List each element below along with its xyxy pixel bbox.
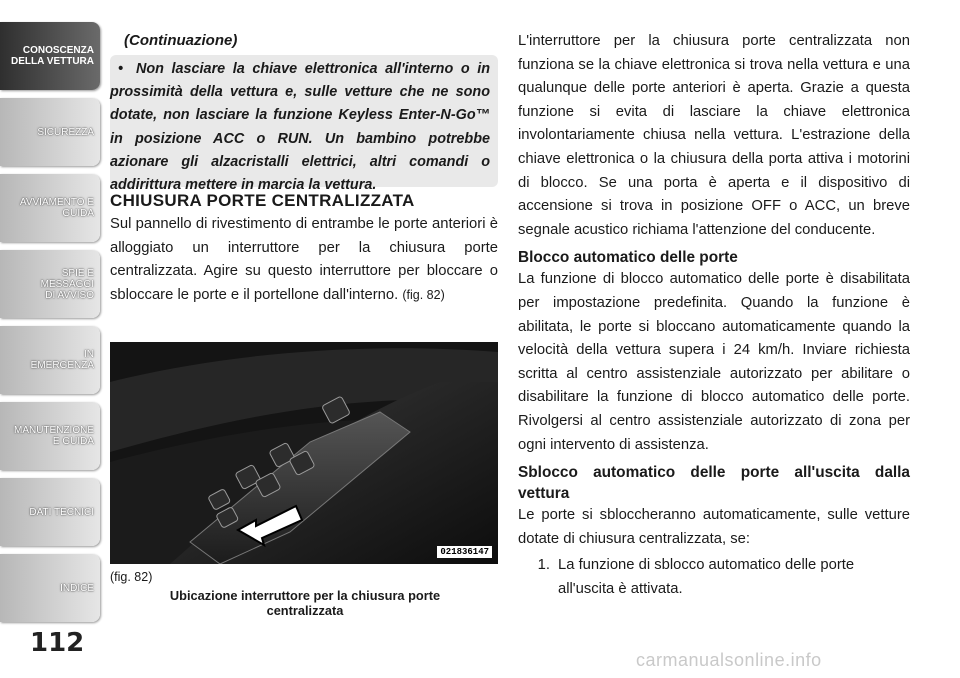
figure-code: 021836147 (437, 546, 492, 558)
figure-reference: (fig. 82) (402, 287, 445, 302)
tab-spie[interactable]: SPIE E MESSAGGI DI AVVISO (0, 250, 100, 318)
warning-text: • Non lasciare la chiave elettronica all'interno o in prossimità della vettura e, sulle vetture che ne sono dotate, non lasciare la funzione Keyless Enter-N-Go™ in posizione ACC o RUN. Un bambino potrebbe azionare gli alzacristalli elettrici, altri comandi o addirittura mettere in marcia la vettura. (110, 58, 490, 197)
list-item-text: La funzione di sblocco automatico delle porte all'uscita è attivata. (558, 557, 855, 597)
list-item-number: 1. (537, 557, 550, 574)
tab-avviamento[interactable]: AVVIAMENTO E GUIDA (0, 174, 100, 242)
tab-sicurezza[interactable]: SICUREZZA (0, 98, 100, 166)
paragraph-auto-lock: La funzione di blocco automatico delle porte è disabilitata per impostazione predefinita. Quando la funzione è abilitata, le porte si bloccano automaticamente quando la velocità della vettura supera i 24 km/h. Inviare richiesta scritta al centro assistenziale autorizzato per abilitare o disabilitare la funzione di blocco automatico delle porte. Rivolgersi al centro assistenziale autorizzato di zona per ogni intervento di assistenza. (518, 271, 910, 453)
tab-conoscenza[interactable]: CONOSCENZA DELLA VETTURA (0, 22, 100, 90)
continuation-label: (Continuazione) (124, 32, 238, 49)
paragraph-key-interlock: L'interruttore per la chiusura porte centralizzata non funziona se la chiave elettronica si trova nella vettura e una qualunque delle porte anteriori è aperta. Grazie a questa funzione si evita di lasciare la chiave elettronica involontariamente chiusa nella vettura. L'estrazione della chiave elettronica o la chiusura della porta attiva i motorini di blocco. Se una porta è aperta e il dispositivo di accensione si trova in posizione OFF o ACC, un breve segnale acustico richiama l'attenzione del conducente. (518, 33, 910, 238)
page-number: 112 (30, 628, 85, 658)
figure-caption: Ubicazione interruttore per la chiusura porte centralizzata (169, 588, 441, 618)
section-heading: CHIUSURA PORTE CENTRALIZZATA (110, 191, 415, 210)
figure-label: (fig. 82) (110, 570, 153, 584)
tab-dati-tecnici[interactable]: DATI TECNICI (0, 478, 100, 546)
bullet-icon: • (118, 61, 124, 77)
paragraph-auto-unlock: Le porte si sbloccheranno automaticamente, sulle vetture dotate di chiusura centralizzata, se: (518, 507, 910, 547)
tab-emergenza[interactable]: IN EMERGENZA (0, 326, 100, 394)
watermark: carmanualsonline.info (636, 650, 822, 670)
section-paragraph: Sul pannello di rivestimento di entrambe le porte anteriori è alloggiato un interruttore per la chiusura porte centralizzata. Agire su questo interruttore per bloccare o sbloccare le porte e il portellone dall'interno. (fig. 82) (110, 216, 498, 303)
tab-manutenzione[interactable]: MANUTENZIONE E GUIDA (0, 402, 100, 470)
right-column (518, 30, 910, 601)
heading-auto-lock: Blocco automatico delle porte (518, 249, 738, 267)
door-switch-photo (110, 342, 498, 564)
heading-auto-unlock: Sblocco automatico delle porte all'uscita dalla vettura (518, 464, 910, 503)
door-panel-illustration (110, 342, 498, 564)
tab-indice[interactable]: INDICE (0, 554, 100, 622)
list-item (518, 554, 910, 601)
